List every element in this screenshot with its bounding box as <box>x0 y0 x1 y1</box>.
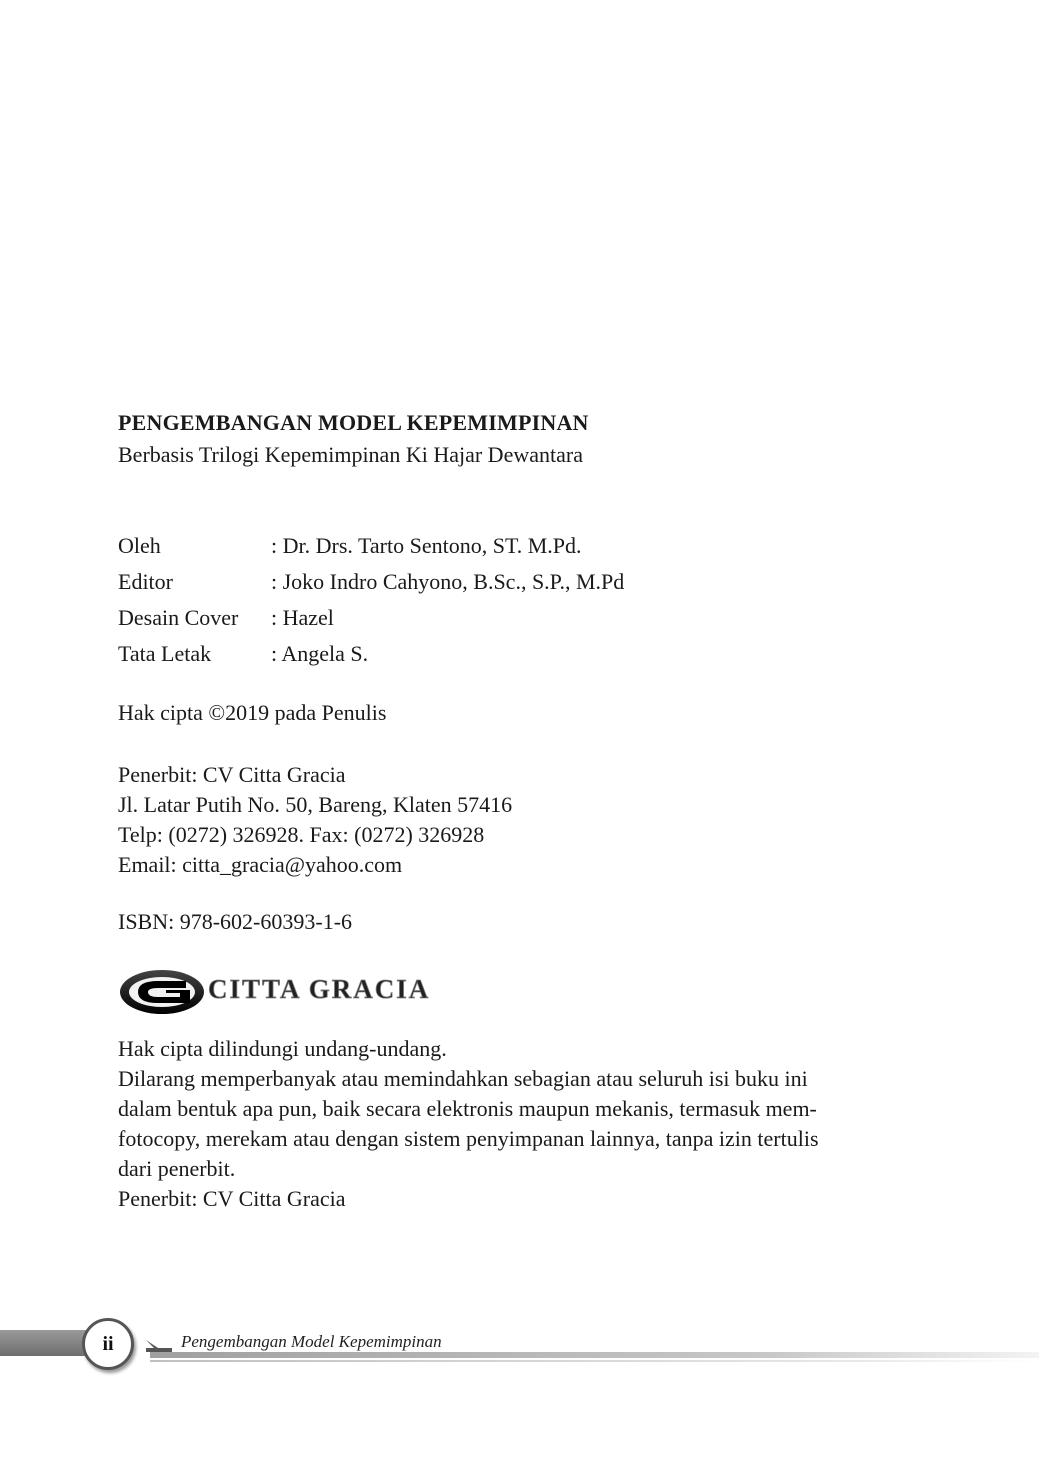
credit-label: Desain Cover <box>118 605 239 630</box>
credit-value: : Dr. Drs. Tarto Sentono, ST. M.Pd. <box>271 533 582 558</box>
legal-paragraph-line: dalam bentuk apa pun, baik secara elektronis maupun mekanis, termasuk mem- <box>118 1096 817 1121</box>
page-number: ii <box>82 1318 134 1370</box>
footer-rule <box>150 1352 1039 1358</box>
credit-label: Editor <box>118 569 173 594</box>
credit-label: Oleh <box>118 533 161 558</box>
publisher-address: Jl. Latar Putih No. 50, Bareng, Klaten 57416 <box>118 792 513 817</box>
publisher-phone: Telp: (0272) 326928. Fax: (0272) 326928 <box>118 822 485 847</box>
book-title: PENGEMBANGAN MODEL KEPEMIMPINAN <box>118 410 589 435</box>
credit-label: Tata Letak <box>118 641 212 666</box>
running-title: Pengembangan Model Kepemimpinan <box>181 1332 442 1351</box>
publisher-name: Penerbit: CV Citta Gracia <box>118 762 346 787</box>
credit-row-cover-design <box>118 600 624 636</box>
citta-gracia-logo-icon <box>118 966 438 1016</box>
footer-rule <box>150 1360 1039 1362</box>
legal-paragraph-line: dari penerbit. <box>118 1156 236 1181</box>
credits-list <box>118 528 624 672</box>
credit-value: : Hazel <box>271 605 334 630</box>
legal-line: Hak cipta dilindungi undang-undang. <box>118 1036 447 1061</box>
copyright-notice: Hak cipta ©2019 pada Penulis <box>118 700 387 725</box>
isbn: ISBN: 978-602-60393-1-6 <box>118 909 353 934</box>
publisher-email: Email: citta_gracia@yahoo.com <box>118 852 403 877</box>
logo-wordmark: CITTA GRACIA <box>208 974 431 1004</box>
credit-row-editor <box>118 564 624 600</box>
legal-paragraph-line: fotocopy, merekam atau dengan sistem penyimpanan lainnya, tanpa izin tertulis <box>118 1126 819 1151</box>
triangle-marker-icon <box>144 1338 174 1354</box>
publisher-info <box>118 760 512 880</box>
footer-bar <box>0 1330 92 1356</box>
book-subtitle: Berbasis Trilogi Kepemimpinan Ki Hajar Dewantara <box>118 442 583 467</box>
credit-row-author <box>118 528 624 564</box>
credit-row-layout <box>118 636 624 672</box>
credit-value: : Angela S. <box>271 641 369 666</box>
legal-notice <box>118 1034 922 1214</box>
legal-paragraph-line: Dilarang memperbanyak atau memindahkan sebagian atau seluruh isi buku ini <box>118 1066 808 1091</box>
legal-publisher-line: Penerbit: CV Citta Gracia <box>118 1186 346 1211</box>
credit-value: : Joko Indro Cahyono, B.Sc., S.P., M.Pd <box>271 569 625 594</box>
page-footer <box>0 1316 1039 1372</box>
